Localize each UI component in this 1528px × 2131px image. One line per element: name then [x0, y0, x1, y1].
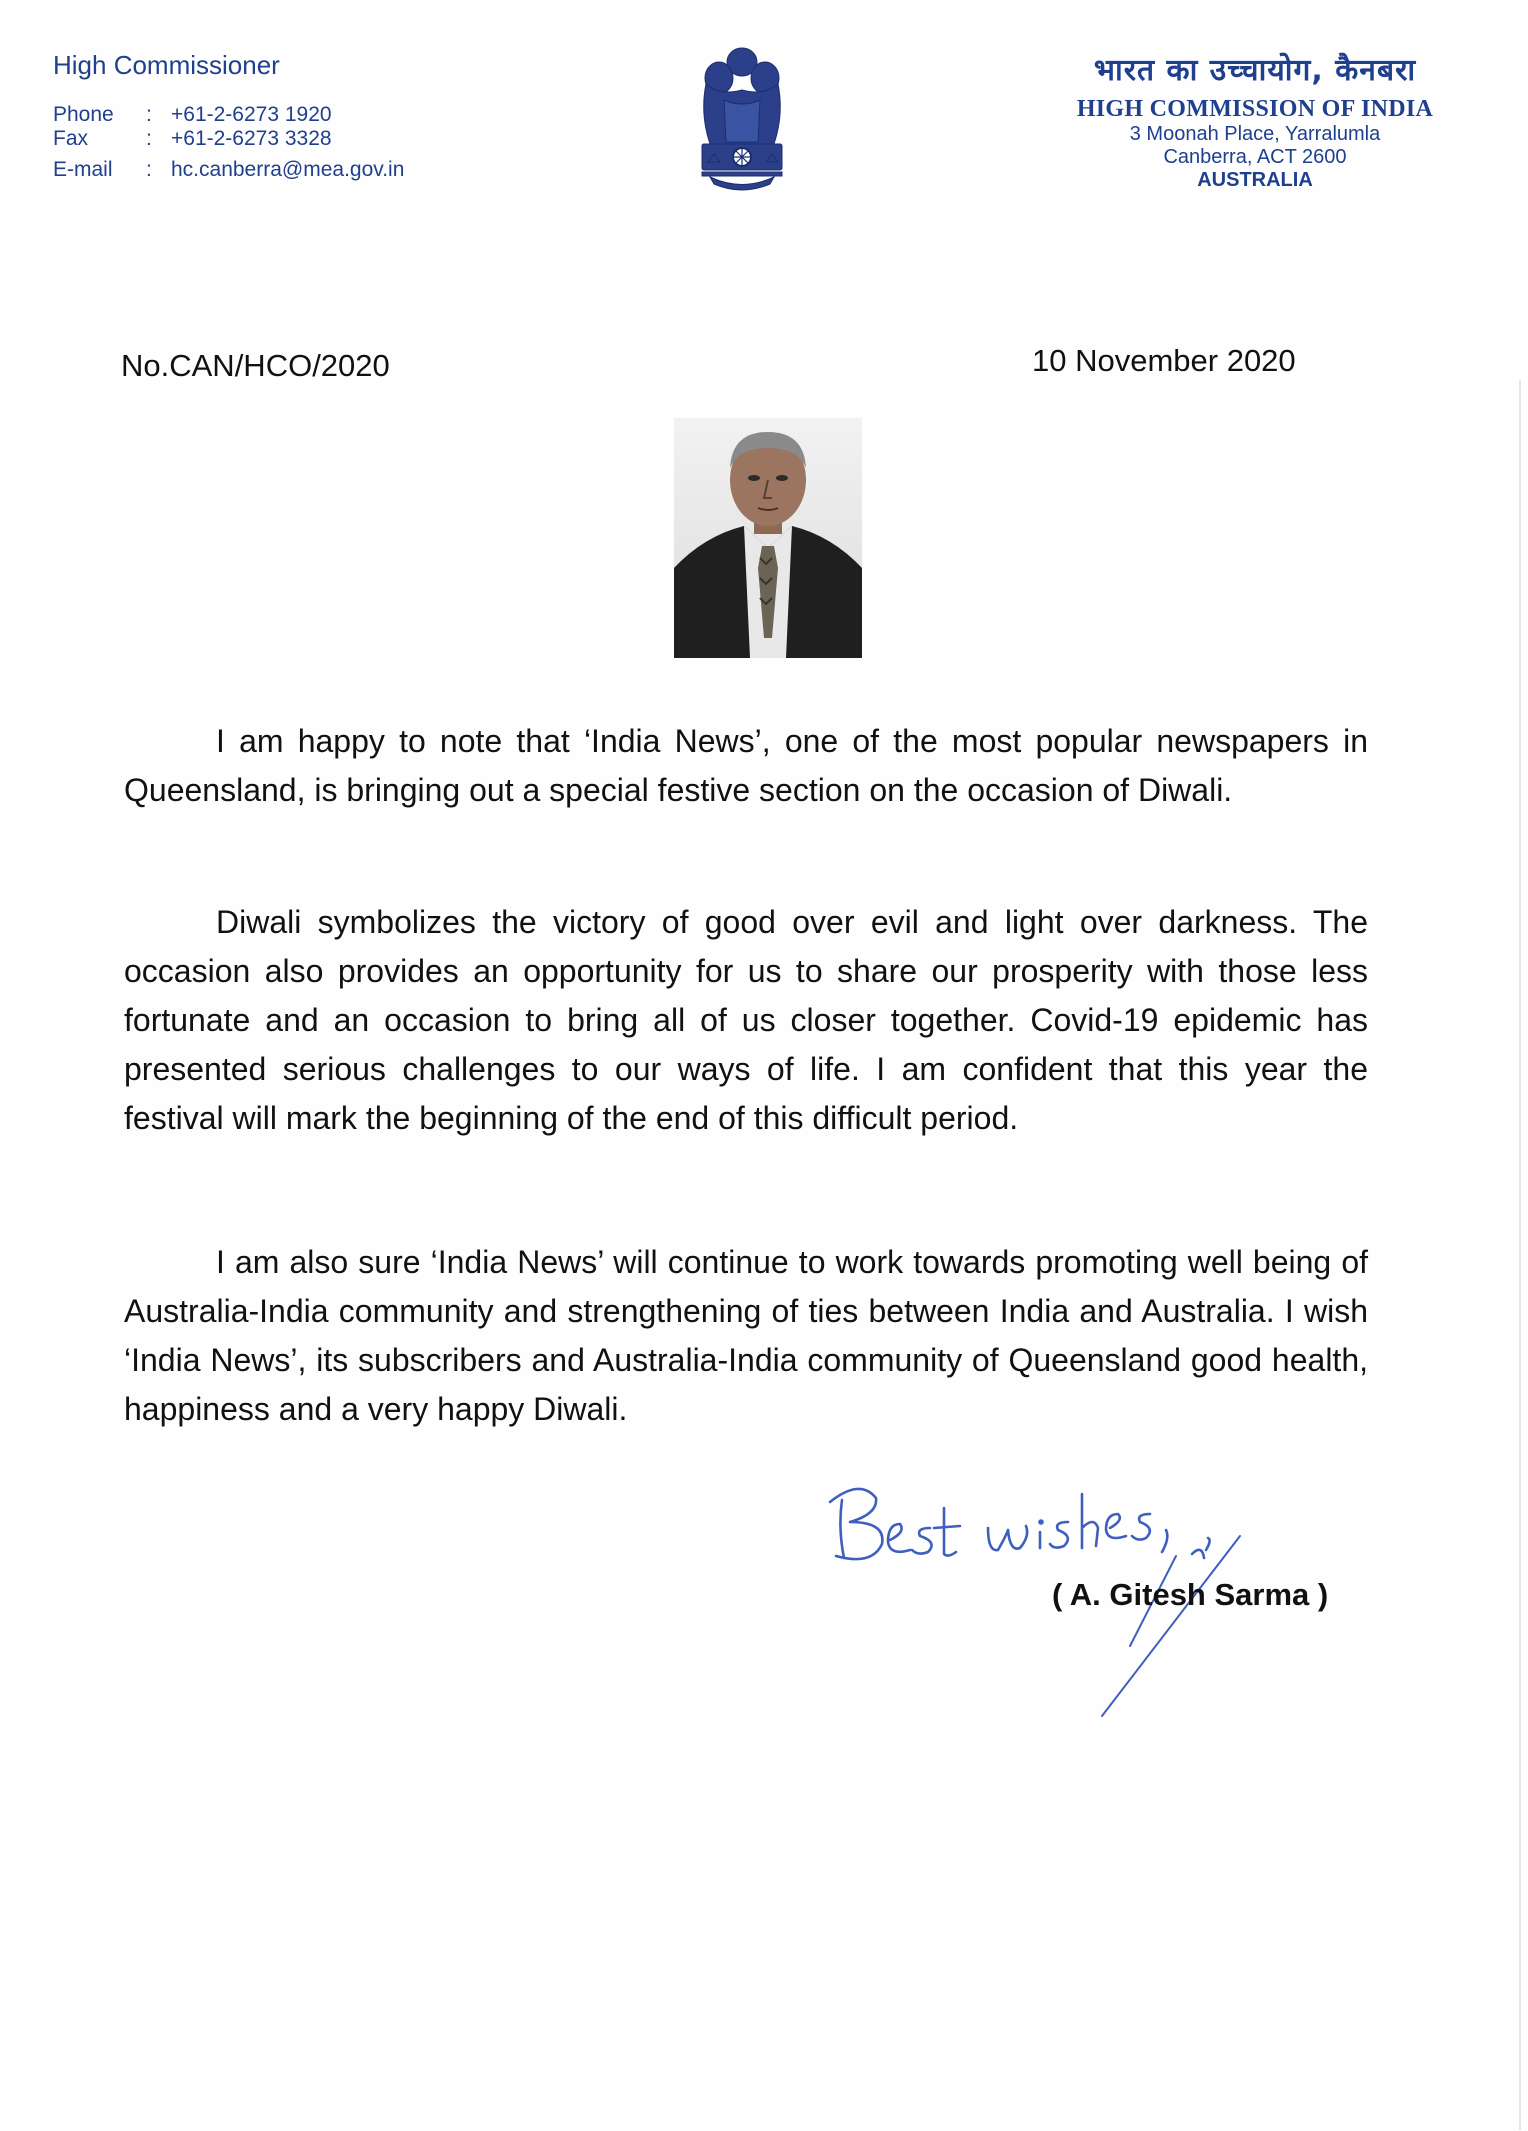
body-paragraph-3	[124, 1238, 1368, 1434]
address-line-2: Canberra, ACT 2600	[1163, 146, 1347, 168]
letter-date: 10 November 2020	[1032, 343, 1296, 378]
ashoka-emblem-icon	[688, 44, 796, 234]
paragraph-text: I am also sure ‘India News’ will continue to work towards promoting well being of Australia-India community and strengthening of ties between India and Australia. I wish ‘India News’, its subscribers and Australia-India community of Queensland good health, happiness and a very happy Diwali.	[124, 1244, 1368, 1427]
address-line-1: 3 Moonah Place, Yarralumla	[1129, 123, 1381, 145]
letterhead-address-block	[1020, 48, 1490, 192]
email-value: hc.canberra@mea.gov.in	[171, 158, 405, 181]
phone-label: Phone	[53, 103, 114, 126]
phone-value: +61-2-6273 1920	[171, 103, 332, 126]
reference-number: No.CAN/HCO/2020	[121, 348, 390, 383]
address-country: AUSTRALIA	[1197, 169, 1313, 191]
scan-edge	[1519, 380, 1521, 2130]
portrait-photo	[674, 418, 862, 658]
email-label: E-mail	[53, 158, 113, 181]
body-paragraph-2	[124, 898, 1368, 1143]
fax-label: Fax	[53, 127, 89, 150]
paragraph-text: Diwali symbolizes the victory of good over evil and light over darkness. The occasion also provides an opportunity for us to share our prosperity with those less fortunate and an occasion to bring all of us closer together. Covid-19 epidemic has presented serious challenges to our ways of life. I am confident that this year the festival will mark the beginning of the end of this difficult period.	[124, 904, 1368, 1136]
email-separator: :	[146, 158, 152, 181]
paragraph-text: I am happy to note that ‘India News’, one of the most popular newspapers in Queensland, is bringing out a special festive section on the occasion of Diwali.	[124, 723, 1368, 808]
organisation-name: HIGH COMMISSION OF INDIA	[1076, 96, 1434, 122]
letterhead-title: High Commissioner	[53, 50, 280, 80]
fax-separator: :	[146, 127, 152, 150]
body-paragraph-1	[124, 717, 1368, 815]
phone-separator: :	[146, 103, 152, 126]
hindi-title: भारत का उच्चायोग, कैनबरा	[1093, 53, 1417, 88]
signatory-name: ( A. Gitesh Sarma )	[1052, 1577, 1329, 1612]
fax-value: +61-2-6273 3328	[171, 127, 332, 150]
